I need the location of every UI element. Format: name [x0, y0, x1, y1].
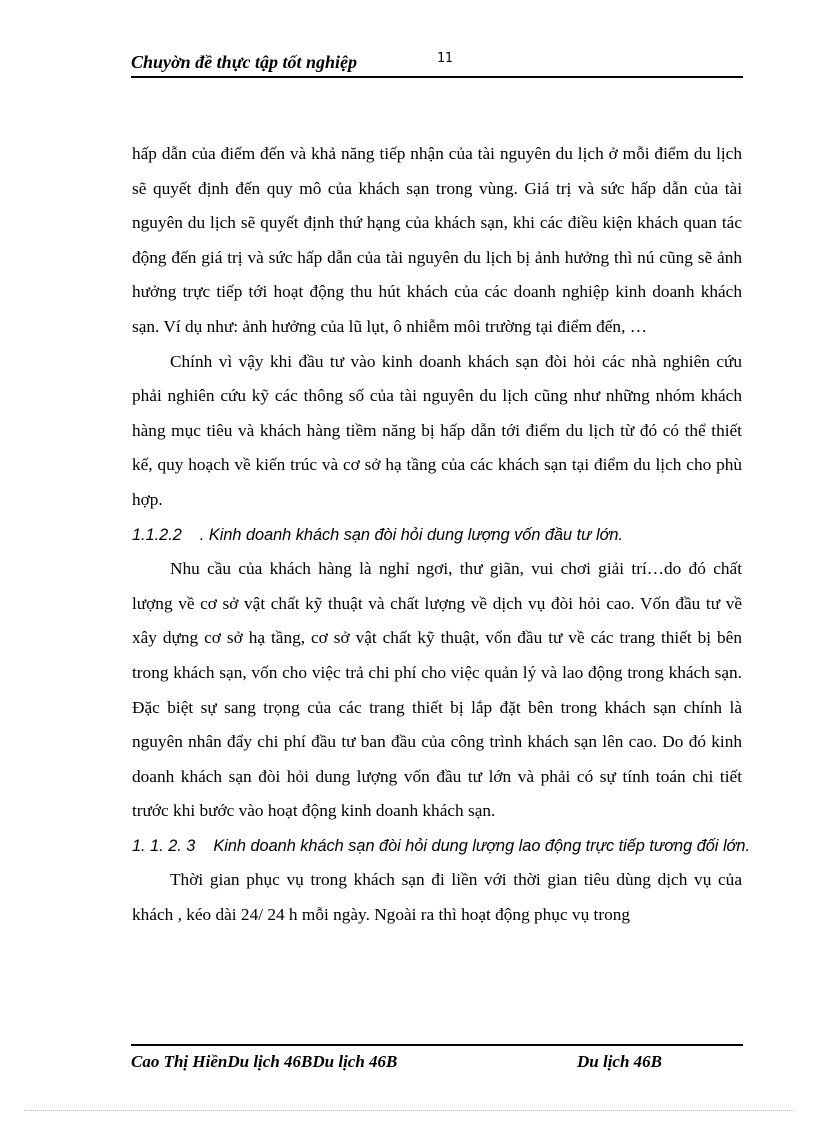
section-number: 1. 1. 2. 3: [132, 836, 196, 855]
section-heading-1-1-2-3: [132, 829, 750, 864]
header-divider: [131, 76, 743, 78]
page-number: 11: [437, 51, 453, 66]
page-footer: [131, 1044, 743, 1074]
footer-class: Du lịch 46B: [577, 1052, 663, 1071]
page-edge-divider: [24, 1110, 794, 1111]
section-number: 1.1.2.2: [132, 525, 182, 544]
header-title: Chuyờn đề thực tập tốt nghiệp: [131, 52, 357, 72]
section-title: Kinh doanh khách sạn đòi hỏi dung lượng lao động trực tiếp tương đối lớn.: [213, 836, 750, 855]
paragraph-capital-investment: Nhu cầu của khách hàng là nghỉ ngơi, thư giãn, vui chơi giải trí…do đó chất lượng về cơ sở vật chất kỹ thuật và chất lượng về dịch vụ đòi hỏi cao. Vốn đầu tư về xây dựng cơ sở hạ tầng, cơ sở vật chất kỹ thuật, vốn đầu tư về các trang thiết bị bên trong khách sạn, vốn cho việc trả chi phí cho việc quản lý và lao động trong khách sạn. Đặc biệt sự sang trọng của các trang thiết bị lắp đặt bên trong khách sạn chính là nguyên nhân đẩy chi phí đầu tư ban đầu của công trình khách sạn lên cao. Do đó kinh doanh khách sạn đòi hỏi dung lượng vốn đầu tư lớn và phải có sự tính toán chi tiết trước khi bước vào hoạt động kinh doanh khách sạn.: [132, 559, 742, 821]
document-body: [132, 137, 750, 933]
paragraph-investment-research: Chính vì vậy khi đầu tư vào kinh doanh khách sạn đòi hỏi các nhà nghiên cứu phải nghiên cứu kỹ các thông số của tài nguyên du lịch cũng như những nhóm khách hàng mục tiêu và khách hàng tiềm năng bị hấp dẫn tới điểm du lịch từ đó có thể thiết kế, quy hoạch về kiến trúc và cơ sở hạ tầng của các khách sạn tại điểm du lịch cho phù hợp.: [132, 351, 742, 509]
section-title: . Kinh doanh khách sạn đòi hỏi dung lượng vốn đầu tư lớn.: [199, 525, 624, 544]
footer-author: Cao Thị HiềnDu lịch 46BDu lịch 46B: [131, 1052, 398, 1071]
page-header: [131, 48, 743, 78]
paragraph-service-time: Thời gian phục vụ trong khách sạn đi liền với thời gian tiêu dùng dịch vụ của khách , kéo dài 24/ 24 h mỗi ngày. Ngoài ra thì hoạt động phục vụ trong: [132, 870, 742, 925]
section-heading-1-1-2-2: [132, 518, 742, 553]
footer-divider: [131, 1044, 743, 1046]
paragraph-continued: hấp dẫn của điểm đến và khả năng tiếp nhận của tài nguyên du lịch ở mỗi điểm du lịch sẽ quyết định đến quy mô của khách sạn trong vùng. Giá trị và sức hấp dẫn của tài nguyên du lịch sẽ quyết định thứ hạng của khách sạn, khi các điều kiện khách quan tác động đến giá trị và sức hấp dẫn của tài nguyên du lịch bị ảnh hưởng thì nú cũng sẽ ảnh hưởng trực tiếp tới hoạt động thu hút khách của các doanh nghiệp kinh doanh khách sạn. Ví dụ như: ảnh hưởng của lũ lụt, ô nhiễm môi trường tại điểm đến, …: [132, 144, 742, 336]
